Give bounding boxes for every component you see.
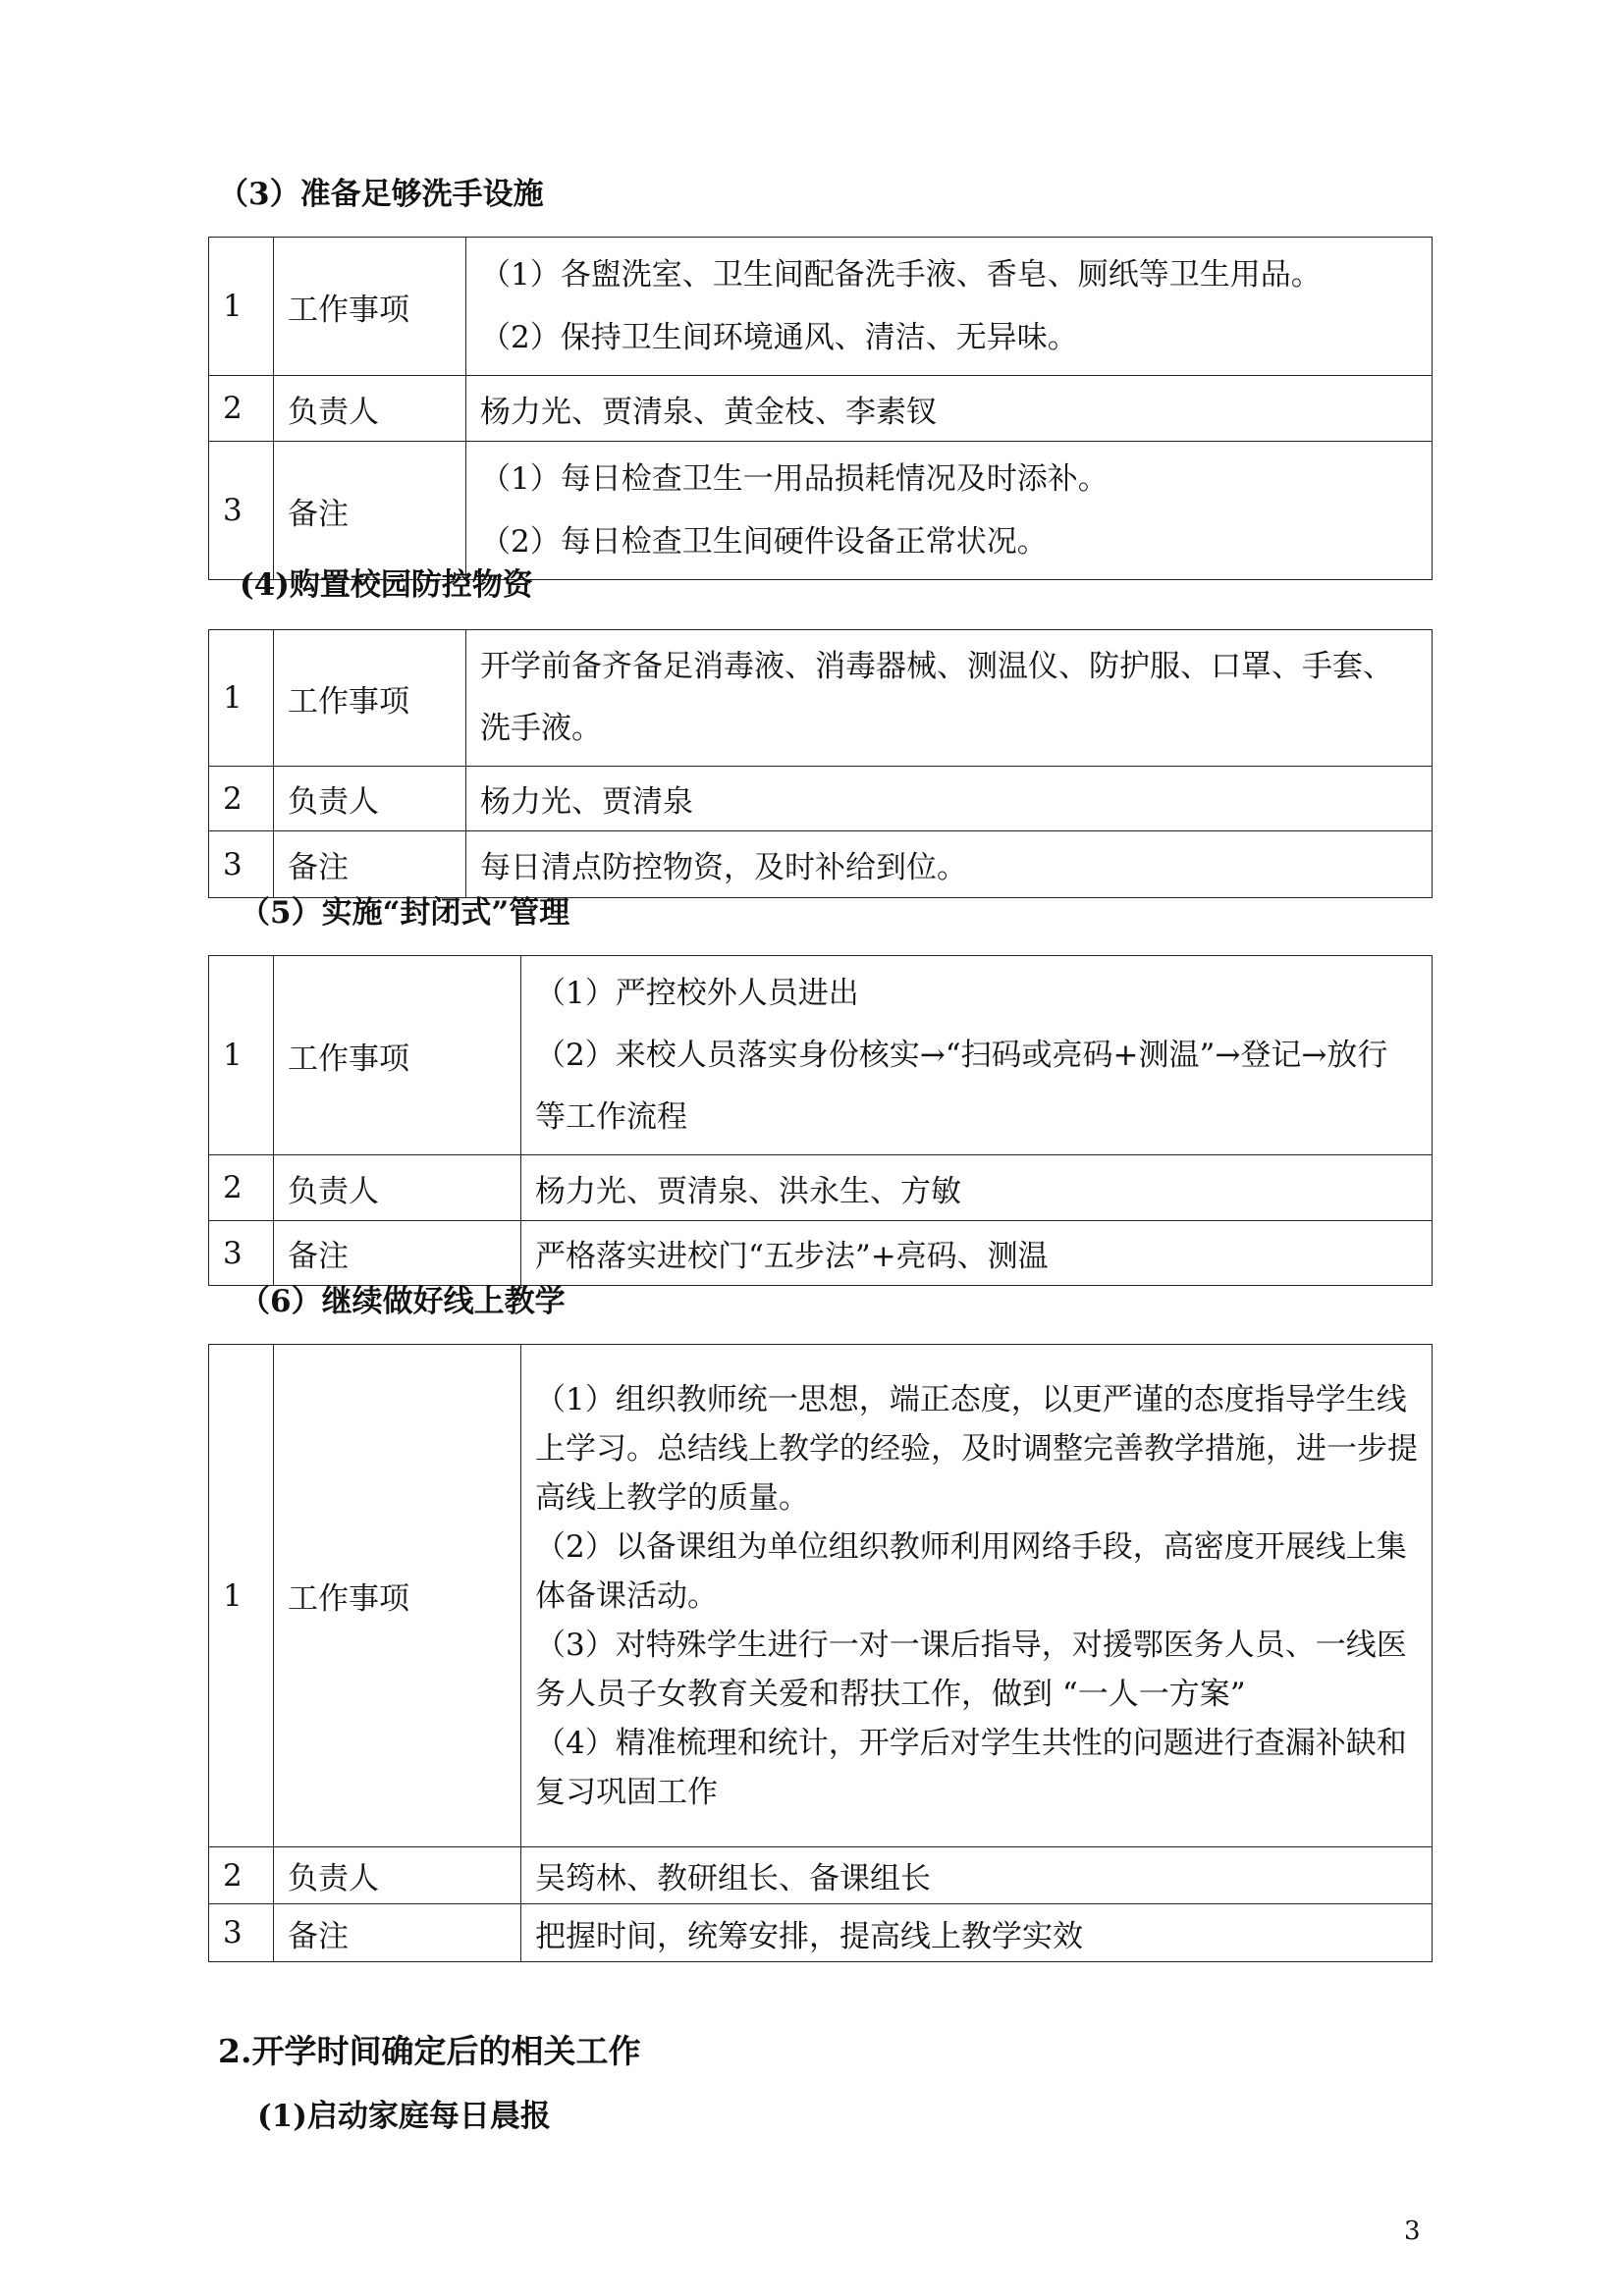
content-paragraph: （2）来校人员落实身份核实→“扫码或亮码+测温”→登记→放行等工作流程 xyxy=(535,1038,1388,1135)
content-paragraph: （1）组织教师统一思想，端正态度，以更严谨的态度指导学生线上学习。总结线上教学的经验，及时调整完善教学措施，进一步提高线上教学的质量。 xyxy=(535,1381,1418,1516)
row-label: 备注 xyxy=(274,1221,521,1286)
content-line: （2）每日检查卫生间硬件设备正常状况。 xyxy=(480,524,1048,560)
row-content: 杨力光、贾清泉 xyxy=(466,767,1433,831)
row-content: 每日清点防控物资，及时补给到位。 xyxy=(466,831,1433,898)
table-row xyxy=(209,630,1433,767)
row-content: 把握时间，统筹安排，提高线上教学实效 xyxy=(521,1904,1433,1962)
content-paragraph: （4）精准梳理和统计，开学后对学生共性的问题进行查漏补缺和复习巩固工作 xyxy=(535,1725,1407,1810)
row-number: 1 xyxy=(209,630,274,767)
row-content: 杨力光、贾清泉、洪永生、方敏 xyxy=(521,1155,1433,1221)
row-content: 严格落实进校门“五步法”+亮码、测温 xyxy=(521,1221,1433,1286)
table-row xyxy=(209,376,1433,442)
row-label: 备注 xyxy=(274,831,466,898)
content-paragraph: （3）对特殊学生进行一对一课后指导，对援鄂医务人员、一线医务人员子女教育关爱和帮扶工作，做到 “一人一方案” xyxy=(535,1627,1407,1712)
row-number: 3 xyxy=(209,831,274,898)
content-line: （1）每日检查卫生一用品损耗情况及时添补。 xyxy=(480,461,1109,497)
row-label: 负责人 xyxy=(274,1155,521,1221)
row-label: 工作事项 xyxy=(274,630,466,767)
section2-sub-heading: (1)启动家庭每日晨报 xyxy=(257,2099,551,2134)
row-number: 2 xyxy=(209,767,274,831)
row-content xyxy=(466,630,1433,767)
section-heading-6: （6）继续做好线上教学 xyxy=(240,1284,566,1319)
section-heading-3: （3）准备足够洗手设施 xyxy=(218,177,544,212)
row-number: 3 xyxy=(209,1904,274,1962)
content-line: （1）严控校外人员进出 xyxy=(535,976,859,1011)
table-row xyxy=(209,767,1433,831)
row-label: 负责人 xyxy=(274,1847,521,1904)
row-content xyxy=(521,1345,1433,1847)
table-row xyxy=(209,1221,1433,1286)
row-label: 负责人 xyxy=(274,767,466,831)
row-number: 3 xyxy=(209,442,274,580)
row-label: 负责人 xyxy=(274,376,466,442)
content-line: （2）保持卫生间环境通风、清洁、无异味。 xyxy=(480,320,1078,355)
row-content xyxy=(466,238,1433,376)
row-content: 杨力光、贾清泉、黄金枝、李素钗 xyxy=(466,376,1433,442)
row-number: 3 xyxy=(209,1221,274,1286)
table-row xyxy=(209,1904,1433,1962)
table-row xyxy=(209,1847,1433,1904)
row-label: 备注 xyxy=(274,1904,521,1962)
row-number: 1 xyxy=(209,238,274,376)
section-heading-5: （5）实施“封闭式”管理 xyxy=(240,895,570,931)
content-paragraph: （2）以备课组为单位组织教师利用网络手段，高密度开展线上集体备课活动。 xyxy=(535,1528,1407,1614)
content-line: （1）各盥洗室、卫生间配备洗手液、香皂、厕纸等卫生用品。 xyxy=(480,257,1322,293)
row-content: 吴筠林、教研组长、备课组长 xyxy=(521,1847,1433,1904)
row-label: 备注 xyxy=(274,442,466,580)
row-label: 工作事项 xyxy=(274,1345,521,1847)
row-number: 1 xyxy=(209,956,274,1155)
table-online-teaching xyxy=(208,1344,1433,1962)
table-row xyxy=(209,238,1433,376)
table-row xyxy=(209,956,1433,1155)
row-content xyxy=(466,442,1433,580)
table-row xyxy=(209,1155,1433,1221)
table-supplies xyxy=(208,629,1433,898)
row-content xyxy=(521,956,1433,1155)
section-heading-4: (4)购置校园防控物资 xyxy=(240,567,533,603)
row-number: 1 xyxy=(209,1345,274,1847)
table-handwashing xyxy=(208,237,1433,580)
content-paragraph: 开学前备齐备足消毒液、消毒器械、测温仪、防护服、口罩、手套、洗手液。 xyxy=(480,649,1393,746)
table-row xyxy=(209,1345,1433,1847)
row-label: 工作事项 xyxy=(274,238,466,376)
table-row xyxy=(209,442,1433,580)
table-closed-management xyxy=(208,955,1433,1286)
page-number: 3 xyxy=(1404,2216,1421,2246)
row-number: 2 xyxy=(209,1155,274,1221)
row-number: 2 xyxy=(209,376,274,442)
row-number: 2 xyxy=(209,1847,274,1904)
table-row xyxy=(209,831,1433,898)
section2-heading: 2.开学时间确定后的相关工作 xyxy=(218,2032,641,2070)
row-label: 工作事项 xyxy=(274,956,521,1155)
